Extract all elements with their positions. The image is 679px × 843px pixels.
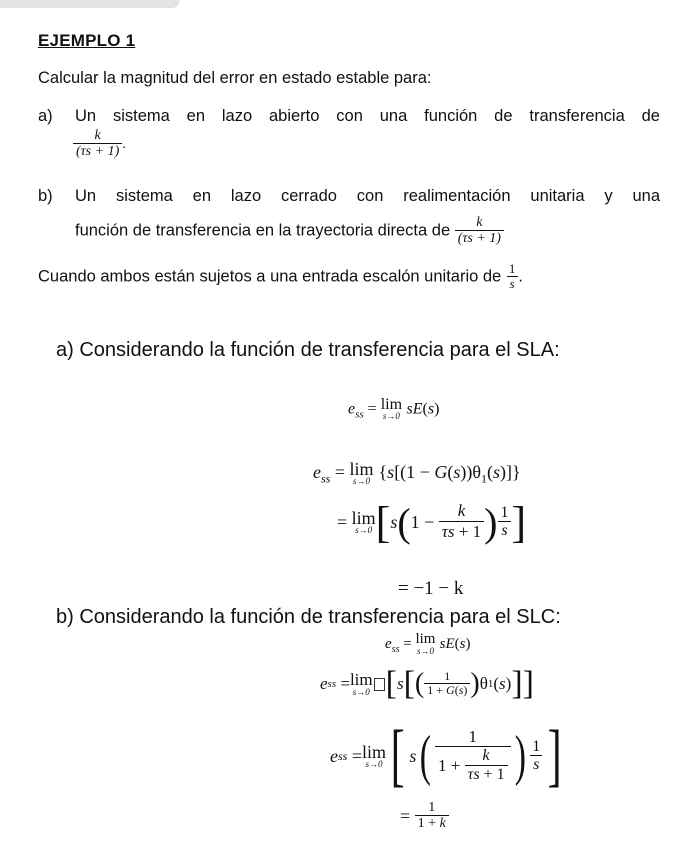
section-a-result: = −1 − k [398, 578, 464, 599]
top-edge [0, 0, 679, 10]
closing-text: Cuando ambos están sujetos a una entrada escalón unitario de $\frac{1}{s}$ . [38, 261, 523, 292]
section-a-eq2: $e_{ss}$ = lim s→0 $\{s[(1 - G(s))\theta_1(s)]\}$ [313, 459, 521, 487]
section-b-result: = $\frac{1}{1 + k}$ [400, 800, 449, 832]
section-a-heading: a) Considerando la función de transferencia para el SLA: [56, 339, 560, 361]
missing-glyph-icon [374, 678, 385, 691]
section-a-eq3: = lim s→0 [ s ( 1 − $\frac{k}{\tau s + 1}$ ) $\frac{1}{s}$ ] [337, 497, 527, 547]
section-b-eq3: e ss = lim s→0 [ s ( 1 1 + $\frac{k}{\tau s + 1}$ ) $\frac{1}{s}$ ] [330, 717, 562, 794]
page-title: EJEMPLO 1 [38, 31, 136, 50]
section-b-heading: b) Considerando la función de transferencia para el SLC: [56, 606, 561, 628]
intro-text: Calcular la magnitud del error en estado estable para: [38, 69, 432, 87]
section-a-eq1: $e_{ss}$ = lim s→0 sE(s) [348, 396, 440, 422]
section-b-eq1: $e_{ss}$ = lim s→0 sE(s) [385, 631, 471, 656]
item-a-fraction: $\frac{k}{(\tau s + 1)}$ . [73, 128, 126, 160]
item-b-marker: b) [38, 187, 53, 205]
item-a-text: Un sistema en lazo abierto con una función de transferencia de [75, 107, 660, 125]
item-a-marker: a) [38, 107, 53, 125]
section-b-eq2: e ss = lim s→0 [ s [ ( $\frac{1}{1 + G(s)}$ ) θ 1 ( s ) ]] [320, 665, 534, 702]
item-b-line1: Un sistema en lazo cerrado con realimentación unitaria y una [75, 187, 660, 205]
item-b-line2: función de transferencia en la trayectoria directa de $\frac{k}{(\tau s + 1)}$ [75, 215, 504, 247]
